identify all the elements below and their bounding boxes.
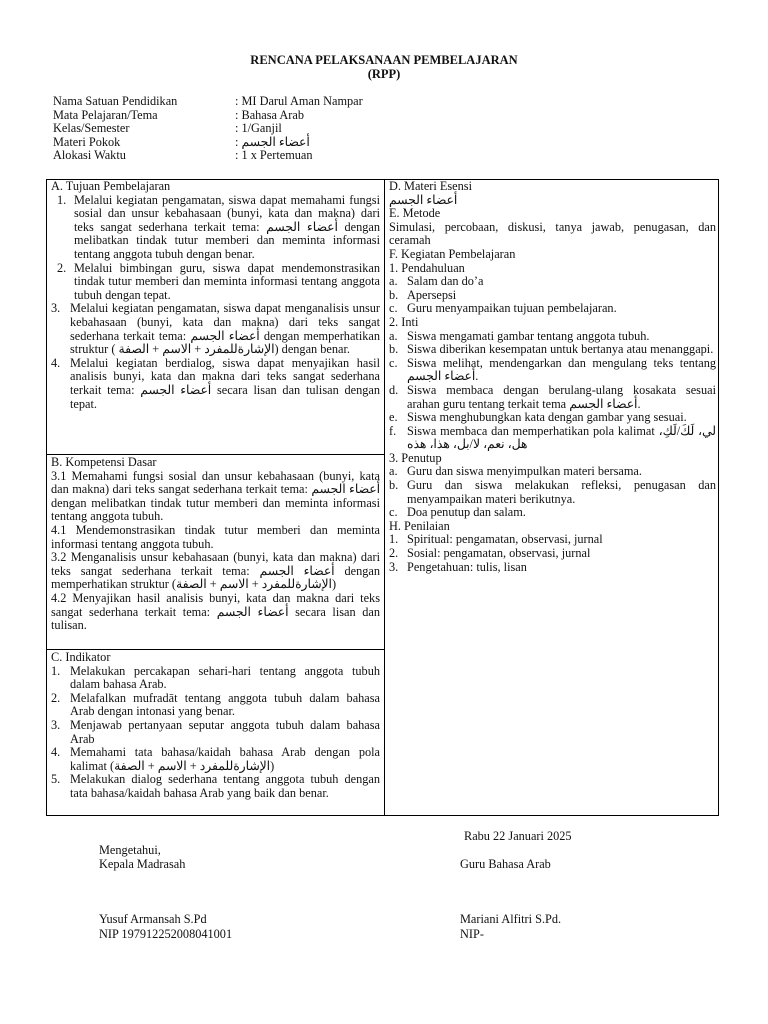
list-item: 4. Melalui kegiatan berdialog, siswa dapat menyajikan hasil analisis bunyi, kata dan makna dari teks sangat sederhana terkait tema: أعضاء الجسم secara lisan dan tulisan dengan tepat. [51,355,380,411]
column-divider [384,180,385,815]
meta-label: Kelas/Semester [53,121,130,136]
meta-value: : 1 x Pertemuan [235,148,313,163]
list-item: 3. Menjawab pertanyaan seputar anggota tubuh dalam bahasa Arab [51,717,380,746]
list-item: a. Salam dan do’a [389,274,484,289]
signature-right-nip: NIP- [460,927,484,941]
title-line-2: (RPP) [367,67,401,81]
right-column [389,180,716,574]
signature-right-label: Guru Bahasa Arab [460,857,551,871]
meta-row [53,136,363,150]
paragraph: 4.2 Menyajikan hasil analisis bunyi, kata dan makna dari teks sangat sederhana terkait tema: أعضاء الجسم secara lisan dan tulisan. [51,590,381,633]
list-item: 4. Memahami tata bahasa/kaidah bahasa Arab dengan pola kalimat (الإشارةللمفرد + الاسم + الصفة) [51,745,380,773]
paragraph: 3.1 Memahami fungsi sosial dan unsur kebahasaan (bunyi, kata dan makna) dari teks sangat sederhana terkait tema: أعضاء الجسم dengan melibatkan tindak tutur memberi dan meminta informasi tentang anggota tubuh. [51,468,380,524]
list-item: a. Guru dan siswa menyimpulkan materi bersama. [389,464,642,479]
meta-row [53,95,363,109]
subsection-title: 1. Pendahuluan [389,260,465,275]
rpp-table [46,179,719,816]
list-item: b. Guru dan siswa melakukan refleksi, penugasan dan menyampaikan materi berikutnya. [389,478,716,506]
title-line-1: RENCANA PELAKSANAAN PEMBELAJARAN [250,53,518,67]
list-item: c. Doa penutup dan salam. [389,505,526,520]
document-title [0,53,768,81]
list-item: b. Apersepsi [389,287,457,302]
meta-row [53,109,363,123]
meta-value: : Bahasa Arab [235,107,304,122]
meta-label: Materi Pokok [53,134,121,149]
section-title: F. Kegiatan Pembelajaran [389,246,516,261]
signature-left-label2: Kepala Madrasah [99,857,186,871]
list-item: 1. Melakukan percakapan sehari-hari tentang anggota tubuh dalam bahasa Arab. [51,663,380,692]
meta-row [53,149,363,163]
list-item: 3. Melalui kegiatan pengamatan, siswa dapat menganalisis unsur kebahasaan (bunyi, kata dan makna) dari teks sangat sederhana terkait tema: أعضاء الجسم dengan memperhatikan struktur ( الإشارةللمفرد + الاسم + الصفة) dengan benar. [51,301,380,357]
list-item: e. Siswa menghubungkan kata dengan gambar yang sesuai. [389,410,687,425]
list-item: 5. Melakukan dialog sederhana tentang anggota tubuh dengan tata bahasa/kaidah bahasa Arab yang baik dan benar. [51,772,380,800]
section-tujuan [51,180,380,411]
meta-value: : 1/Ganjil [235,121,282,136]
signature-right-name: Mariani Alfitri S.Pd. [460,912,562,926]
list-item: d. Siswa membaca dengan berulang-ulang kosakata sesuai arahan guru tentang terkait tema أعضاء الجسم. [389,382,716,411]
meta-label: Nama Satuan Pendidikan [53,94,178,108]
section-title: E. Metode [389,206,441,221]
list-item: 2. Melafalkan mufradāt tentang anggota tubuh dalam bahasa Arab dengan intonasi yang benar. [51,690,380,719]
signature-left-nip: NIP 197912252008041001 [99,927,233,941]
list-item: c. Guru menyampaikan tujuan pembelajaran. [389,301,617,316]
section-title: D. Materi Esensi [389,179,472,193]
paragraph: 4.1 Mendemonstrasikan tindak tutur memberi dan meminta informasi tentang anggota tubuh. [51,522,380,551]
list-item: b. Siswa diberikan kesempatan untuk bertanya atau menanggapi. [389,342,714,357]
list-item: 3. Pengetahuan: tulis, lisan [389,559,527,574]
meta-row [53,122,363,136]
list-item: 2. Sosial: pengamatan, observasi, jurnal [389,546,591,561]
section-title: B. Kompetensi Dasar [51,455,157,469]
paragraph: 3.2 Menganalisis unsur kebahasaan (bunyi, kata dan makna) dari teks sangat sederhana terkait tema: أعضاء الجسم dengan memperhatikan struktur (الإشارةللمفرد + الاسم + الصفة) [51,550,380,592]
list-item: 1. Spiritual: pengamatan, observasi, jurnal [389,532,603,547]
list-item: a. Siswa mengamati gambar tentang anggota tubuh. [389,328,650,343]
section-title: C. Indikator [51,650,111,664]
meta-value: : أعضاء الجسم [235,134,310,149]
list-item: 1. Melalui kegiatan pengamatan, siswa dapat memahami fungsi sosial dan unsur kebahasaan (bunyi, kata dan makna) dari teks sangat sederhana terkait tema: أعضاء الجسم dengan melibatkan tindak tutur memberi dan meminta informasi tentang anggota tubuh dengan benar. [57,192,380,261]
section-title: H. Penilaian [389,518,450,533]
subsection-title: 3. Penutup [389,450,442,465]
materi-value: أعضاء الجسم [389,192,458,207]
list-item: f. Siswa membaca dan memperhatikan pola kalimat لي، لَكَ/لَكِ، هل، نعم، لا/بل، هذا، هذه [389,423,716,452]
signature-date: Rabu 22 Januari 2025 [464,829,572,843]
meta-value: : MI Darul Aman Nampar [235,94,363,108]
list-item: 2. Melalui bimbingan guru, siswa dapat mendemonstrasikan tindak tutur memberi dan meminta informasi tentang anggota tubuh dengan tepat. [57,260,380,302]
identity-block [53,95,363,163]
meta-label: Mata Pelajaran/Tema [53,107,158,122]
signature-left-label1: Mengetahui, [99,843,161,857]
meta-label: Alokasi Waktu [53,148,126,163]
section-kompetensi [51,456,380,633]
metode-value: Simulasi, percobaan, diskusi, tanya jawab, penugasan, dan ceramah [389,219,716,248]
section-indikator [51,651,380,801]
section-title: A. Tujuan Pembelajaran [51,179,171,193]
signature-left-name: Yusuf Armansah S.Pd [99,912,207,926]
list-item: c. Siswa melihat, mendengarkan dan mengulang teks tentang أعضاء الجسم. [389,355,716,384]
subsection-title: 2. Inti [389,314,419,329]
